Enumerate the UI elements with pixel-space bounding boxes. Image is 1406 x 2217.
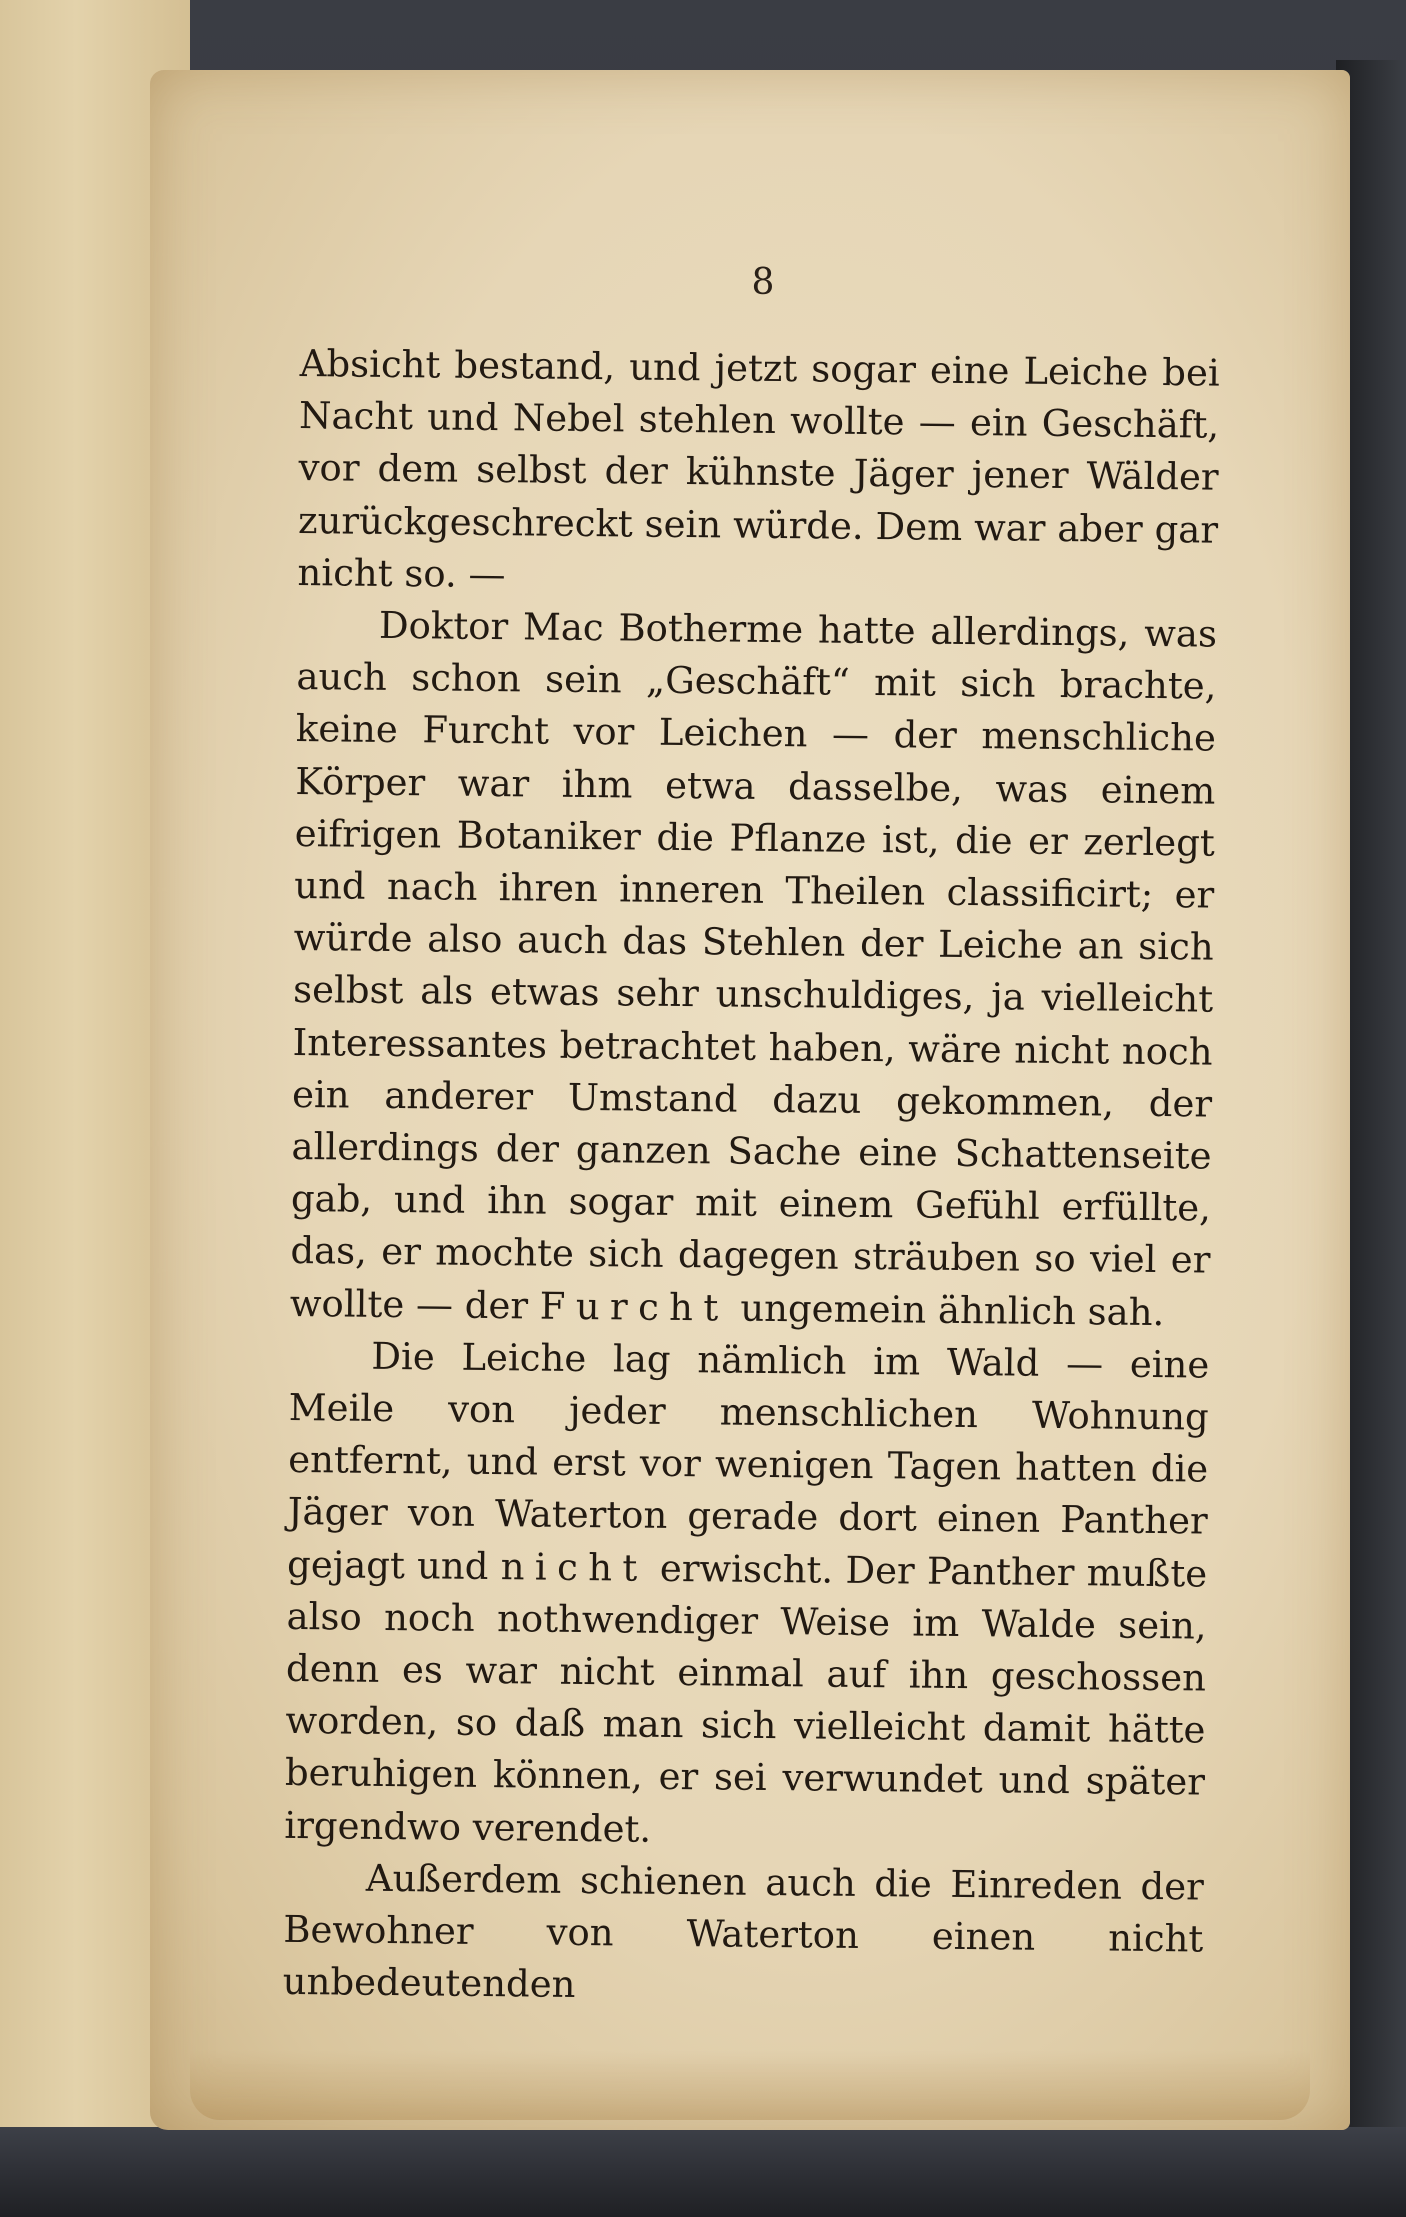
paragraph-3-text-a: Die Leiche lag nämlich im Wald — eine Meile von jeder menschlichen Wohnung entfernt, und erst vor wenigen Tagen hatten die Jäger von Waterton gerade dort einen Panther gejagt und [286,1334,1210,1588]
emphasized-word-furcht: Furcht [539,1284,729,1330]
emphasized-word-nicht: nicht [500,1544,648,1590]
body-text [283,338,1220,2018]
paragraph-2-text-b: ungemein ähnlich sah. [728,1286,1165,1334]
paragraph-1: Absicht bestand, und jetzt sogar eine Leiche bei Nacht und Nebel stehlen wollte — ein Geschäft, vor dem selbst der kühnste Jäger jener Wälder zurückgeschreckt sein würde. Dem war aber gar nicht so. — [297,341,1220,596]
paragraph-2-text-a: Doktor Mac Botherme hatte allerdings, was auch schon sein „Geschäft“ mit sich brachte, keine Furcht vor Leichen — der menschliche Körper war ihm etwa dasselbe, was einem eifrigen Botaniker die Pflanze ist, die er zerlegt und nach ihren inneren Theilen classificirt; er würde also auch das Stehlen der Leiche an sich selbst als etwas sehr unschuldiges, ja vielleicht Interessantes betrachtet haben, wäre nicht noch ein anderer Umstand dazu gekommen, der allerdings der ganzen Sache eine Schattenseite gab, und ihn sogar mit einem Gefühl erfüllte, das, er mochte sich dagegen sträuben so viel er wollte — der [289,603,1218,1328]
paragraph-4: Außerdem schienen auch die Einreden der Bewohner von Waterton einen nicht unbedeutenden [282,1856,1205,2007]
page-number: 8 [751,262,775,303]
paragraph-3 [284,1330,1209,1862]
paragraph-2 [290,599,1218,1339]
paragraph-3-text-b: erwischt. Der Panther mußte also noch nothwendiger Weise im Walde sein, denn es war nicht einmal auf ihn geschossen worden, so daß man sich vielleicht damit hätte beruhigen können, er sei verwundet und später irgendwo verendet. [284,1546,1208,1851]
book-cover-edge-bottom [0,2127,1406,2217]
